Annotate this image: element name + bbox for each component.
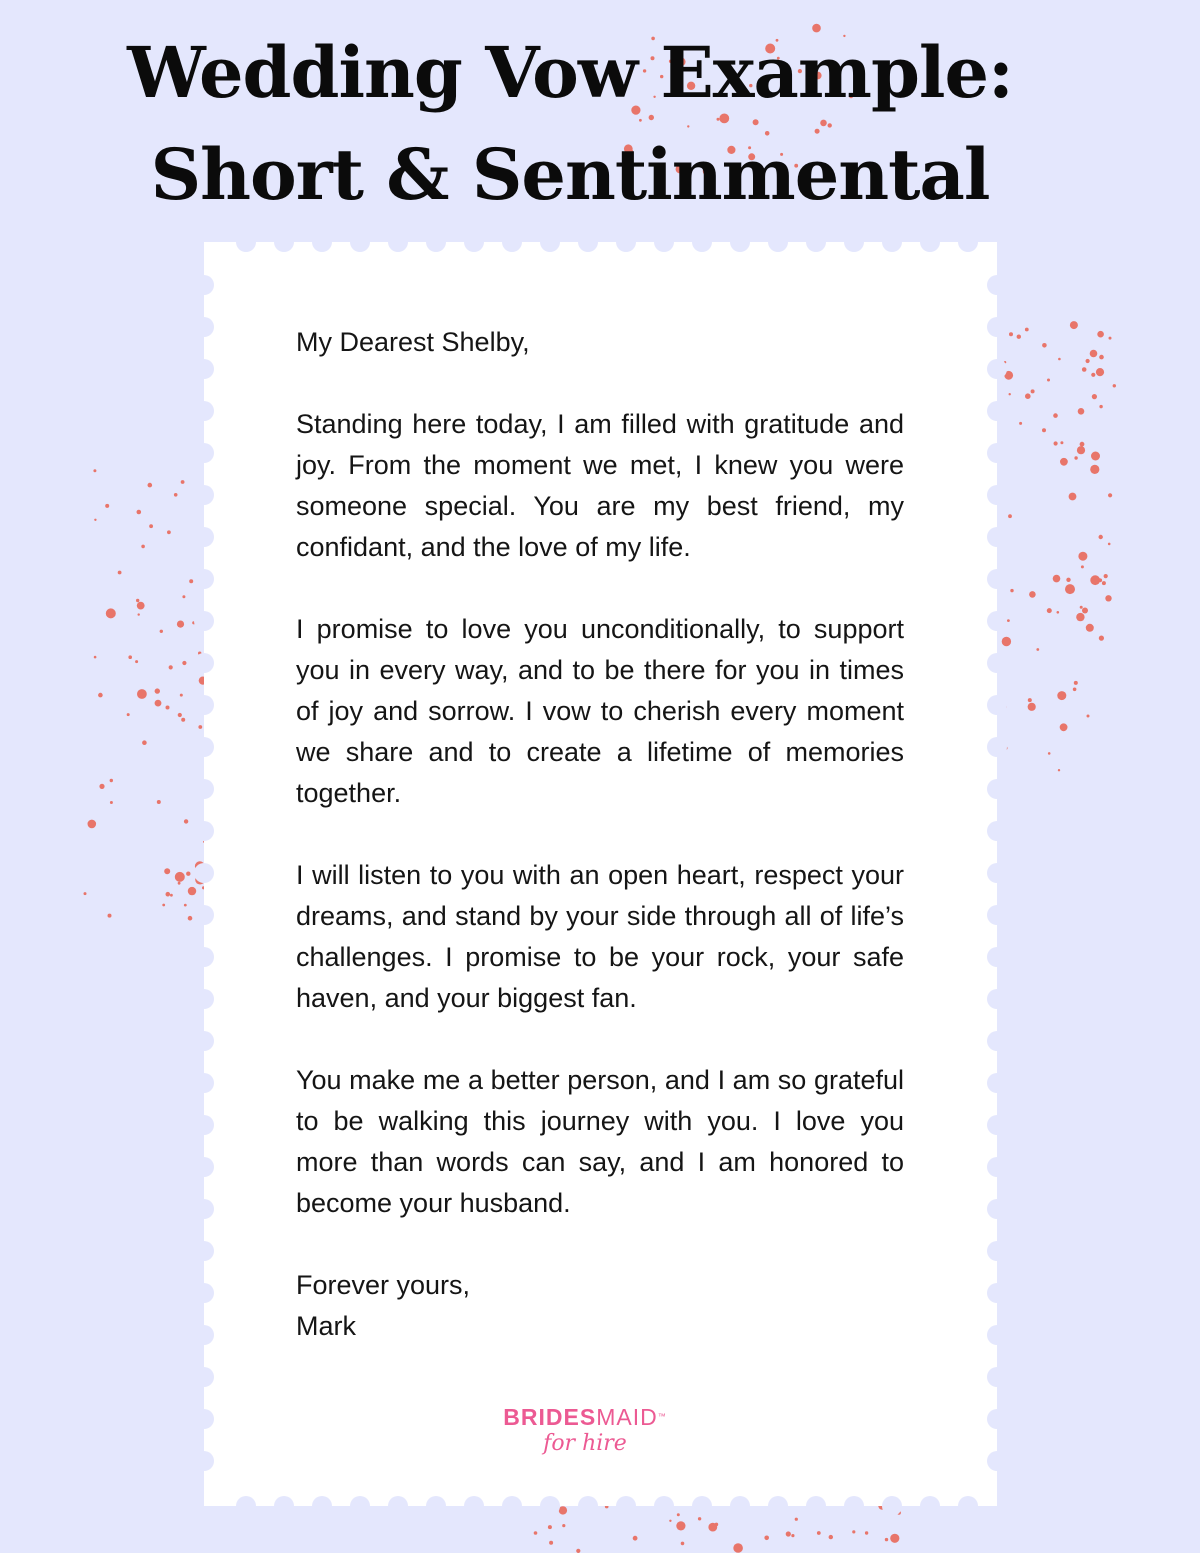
perforation-notch (920, 232, 940, 252)
perforation-notch (987, 1283, 1007, 1303)
perforation-notch (987, 1367, 1007, 1387)
perforation-notch (194, 443, 214, 463)
perforation-notch (194, 653, 214, 673)
perforation-notch (987, 359, 1007, 379)
perforation-notch (844, 232, 864, 252)
perforation-notch (692, 1496, 712, 1516)
perforation-notch (987, 317, 1007, 337)
perforation-notch (274, 232, 294, 252)
perforation-notch (987, 905, 1007, 925)
perforation-notch (692, 232, 712, 252)
perforation-notch (194, 611, 214, 631)
perforation-notch (987, 1031, 1007, 1051)
perforation-notch (806, 232, 826, 252)
perforation-notch (502, 1496, 522, 1516)
perforation-notch (194, 821, 214, 841)
perforation-notch (194, 569, 214, 589)
perforation-notch (987, 695, 1007, 715)
perforation-notch (194, 947, 214, 967)
perforation-notch (920, 1496, 940, 1516)
perforation-notch (987, 821, 1007, 841)
perforation-notch (578, 1496, 598, 1516)
letter-closing: Forever yours, (296, 1270, 471, 1300)
perforation-notch (987, 1451, 1007, 1471)
perforation-notch (540, 1496, 560, 1516)
perforation-notch (987, 1073, 1007, 1093)
perforation-notch (987, 947, 1007, 967)
perforation-notch (194, 1115, 214, 1135)
logo-trademark: ™ (657, 1412, 667, 1421)
perforation-notch (350, 1496, 370, 1516)
letter-paragraph-3: I will listen to you with an open heart, respect your dreams, and stand by your side through all of life’s challenges. I promise to be your rock, your safe haven, and your biggest fan. (296, 860, 904, 1013)
perforation-notch (882, 232, 902, 252)
perforation-notch (194, 401, 214, 421)
perforation-notch (194, 863, 214, 883)
logo-tagline: for hire (543, 1431, 627, 1456)
perforation-notch (844, 1496, 864, 1516)
perforation-notch (194, 1073, 214, 1093)
perforation-notch (194, 275, 214, 295)
title-line-2: Short & Sentinmental (150, 133, 990, 216)
title-line-1: Wedding Vow Example: (127, 31, 1013, 114)
perforation-notch (194, 1367, 214, 1387)
perforation-notch (426, 232, 446, 252)
letter-signature: Mark (296, 1311, 356, 1341)
perforation-notch (987, 863, 1007, 883)
perforation-notch (194, 1031, 214, 1051)
perforation-notch (194, 695, 214, 715)
perforation-notch (882, 1496, 902, 1516)
perforation-notch (464, 232, 484, 252)
perforation-notch (274, 1496, 294, 1516)
perforation-notch (987, 275, 1007, 295)
perforation-notch (194, 1409, 214, 1429)
letter-greeting: My Dearest Shelby, (296, 327, 530, 357)
perforation-notch (768, 232, 788, 252)
letter-paragraph-2: I promise to love you unconditionally, to support you in every way, and to be there for you in times of joy and sorrow. I vow to cherish every moment we share and to create a lifetime of memories together. (296, 614, 904, 808)
perforation-notch (236, 232, 256, 252)
perforation-notch (194, 527, 214, 547)
perforation-notch (987, 779, 1007, 799)
perforation-notch (194, 1325, 214, 1345)
perforation-notch (987, 989, 1007, 1009)
perforation-notch (987, 737, 1007, 757)
bridesmaid-for-hire-logo (490, 1403, 680, 1457)
perforation-notch (616, 1496, 636, 1516)
perforation-notch (768, 1496, 788, 1516)
perforation-notch (987, 569, 1007, 589)
perforation-notch (350, 232, 370, 252)
perforation-notch (194, 1199, 214, 1219)
perforation-notch (194, 779, 214, 799)
perforation-notch (540, 232, 560, 252)
perforation-notch (194, 989, 214, 1009)
logo-brand-light: MAID (596, 1404, 658, 1430)
perforation-notch (654, 232, 674, 252)
perforation-notch (987, 527, 1007, 547)
perforation-notch (987, 1157, 1007, 1177)
letter-paragraph-1: Standing here today, I am filled with gratitude and joy. From the moment we met, I knew you were someone special. You are my best friend, my confidant, and the love of my life. (296, 409, 904, 562)
perforation-notch (426, 1496, 446, 1516)
vow-letter (296, 322, 904, 1347)
perforation-notch (654, 1496, 674, 1516)
perforation-notch (987, 1409, 1007, 1429)
perforation-notch (730, 1496, 750, 1516)
perforation-notch (388, 232, 408, 252)
perforation-notch (194, 1451, 214, 1471)
perforation-notch (194, 1283, 214, 1303)
perforation-notch (194, 905, 214, 925)
perforation-notch (194, 317, 214, 337)
perforation-notch (312, 1496, 332, 1516)
perforation-notch (388, 1496, 408, 1516)
perforation-notch (987, 1199, 1007, 1219)
perforation-notch (194, 1241, 214, 1261)
perforation-notch (236, 1496, 256, 1516)
logo-brand-bold: BRIDES (503, 1404, 597, 1430)
perforation-notch (730, 232, 750, 252)
perforation-notch (578, 232, 598, 252)
logo-wordmark (490, 1403, 680, 1431)
perforation-notch (987, 611, 1007, 631)
perforation-notch (987, 1241, 1007, 1261)
perforation-notch (987, 1325, 1007, 1345)
perforation-notch (987, 1115, 1007, 1135)
perforation-notch (194, 359, 214, 379)
perforation-notch (987, 485, 1007, 505)
perforation-notch (502, 232, 522, 252)
perforation-notch (194, 737, 214, 757)
perforation-notch (464, 1496, 484, 1516)
perforation-notch (958, 232, 978, 252)
perforation-notch (987, 443, 1007, 463)
perforation-notch (987, 401, 1007, 421)
perforation-notch (616, 232, 636, 252)
perforation-notch (958, 1496, 978, 1516)
perforation-notch (312, 232, 332, 252)
perforation-notch (987, 653, 1007, 673)
perforation-notch (806, 1496, 826, 1516)
perforation-notch (194, 485, 214, 505)
letter-paragraph-4: You make me a better person, and I am so grateful to be walking this journey with you. I love you more than words can say, and I am honored to become your husband. (296, 1065, 904, 1218)
perforation-notch (194, 1157, 214, 1177)
